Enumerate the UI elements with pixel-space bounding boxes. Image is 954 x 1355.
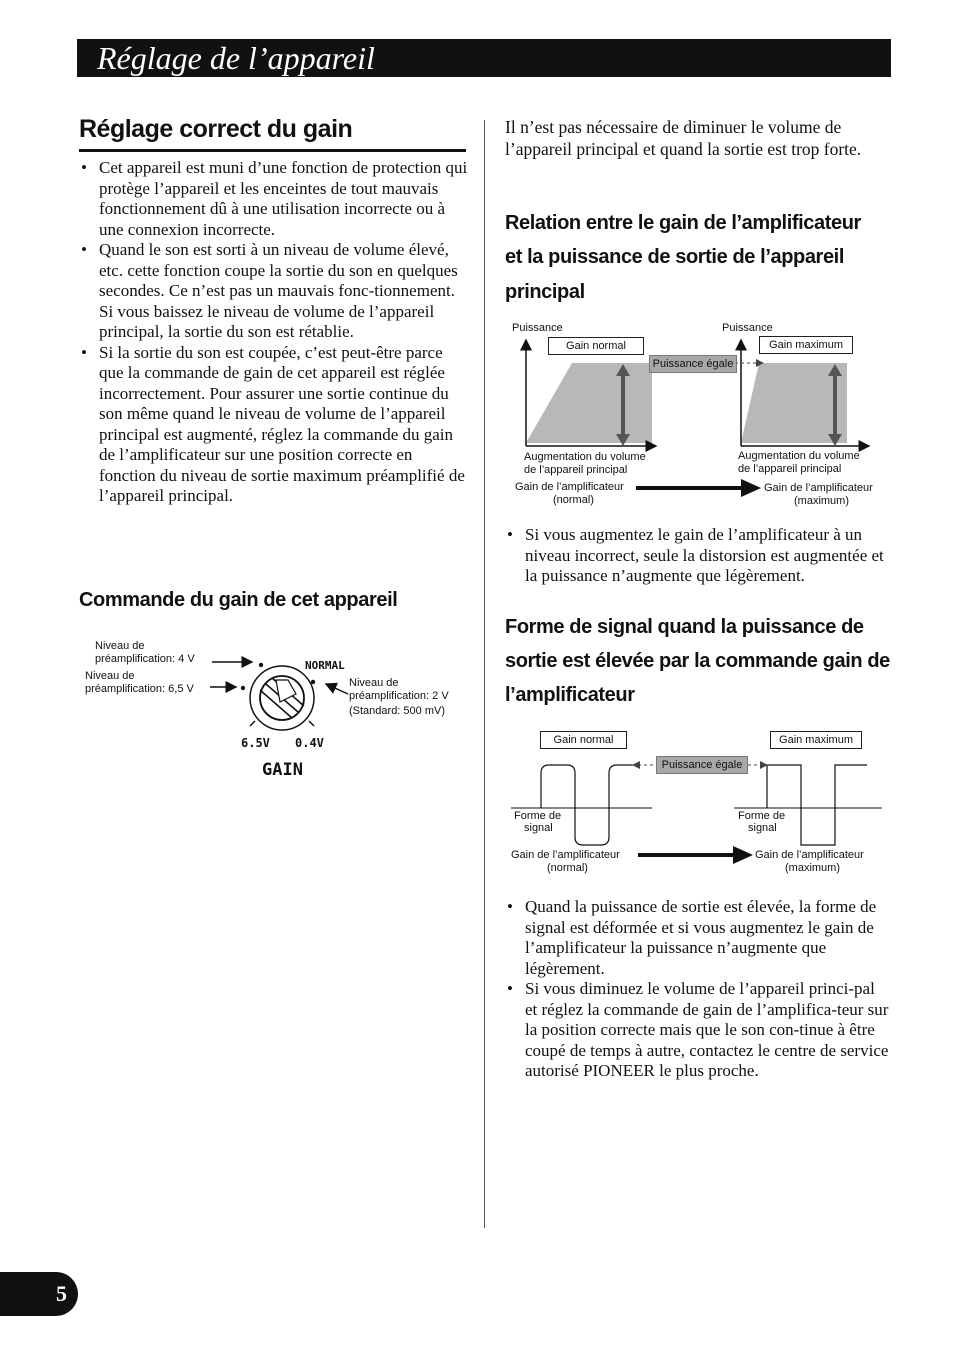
puissance-egale-badge-2: Puissance égale: [656, 756, 748, 774]
label-65v-line1: Niveau de: [85, 670, 135, 682]
intro-paragraph: Il n’est pas nécessaire de diminuer le volume de l’appareil principal et quand la sortie est trop forte.: [505, 117, 862, 159]
page-number: 5: [56, 1281, 67, 1306]
puissance-right: Puissance: [722, 322, 773, 334]
section-rule: [79, 149, 466, 152]
augmentation-right-line1: Augmentation du volume: [738, 450, 860, 462]
knob-normal-label: NORMAL: [305, 659, 345, 672]
signal-note-bullets: [505, 897, 890, 1082]
label-2v-line2: préamplification: 2 V: [349, 690, 449, 702]
label-65v-line2: préamplification: 6,5 V: [85, 683, 194, 695]
list-item: • Quand le son est sorti à un niveau de volume élevé, etc. cette fonction coupe la sortie du son en quelques secondes. Ce n’est pas un mauvais fonc-tionnement. Si vous baissez le niveau de volume de l’appareil principal, la sortie du son est rétablie.: [79, 240, 469, 343]
augmentation-left-line2: de l’appareil principal: [524, 464, 628, 476]
gain-amp-maximum-line2-2: (maximum): [785, 862, 840, 874]
gain-maximum-box: Gain maximum: [759, 336, 853, 354]
list-item: • Si la sortie du son est coupée, c’est peut-être parce que la commande de gain de cet appareil est réglée incorrectement. Pour assurer une sortie continue du son même quand le niveau de volume de l’appareil principal est augmenté, réglez la commande du gain de l’amplificateur sur une position correcte en fonction du niveau de sortie maximum préamplifié de l’appareil principal.: [79, 343, 469, 507]
gain-control-heading: Commande du gain de cet appareil: [79, 589, 398, 611]
signal-heading-line3: l’amplificateur: [505, 684, 635, 706]
list-item: • Cet appareil est muni d’une fonction de protection qui protège l’appareil et les enceintes de tout mauvais fonctionnement dû à une utilisation incorrecte ou à une connexion incorrecte.: [79, 158, 469, 240]
relation-heading-line2: et la puissance de sortie de l’appareil: [505, 246, 844, 268]
label-2v-line3: (Standard: 500 mV): [349, 705, 445, 717]
signal-heading-line1: Forme de signal quand la puissance de: [505, 616, 864, 638]
puissance-egale-badge: Puissance égale: [649, 355, 737, 373]
label-4v-line2: préamplification: 4 V: [95, 653, 195, 665]
gain-amp-normal-line2: (normal): [553, 494, 594, 506]
protection-bullets: [79, 158, 469, 507]
forme-left-line1: Forme de: [514, 810, 562, 822]
gain-maximum-box-2: Gain maximum: [770, 731, 862, 749]
gain-normal-box-2: Gain normal: [540, 731, 627, 749]
label-2v-line1: Niveau de: [349, 677, 399, 689]
knob-65v-label: 6.5V: [241, 736, 270, 750]
list-item: • Si vous augmentez le gain de l’amplificateur à un niveau incorrect, seule la distorsion est augmentée et la puissance n’augmente que légèrement.: [505, 525, 890, 587]
relation-heading-line1: Relation entre le gain de l’amplificateur: [505, 212, 861, 234]
gain-amp-maximum-line1: Gain de l’amplificateur: [764, 482, 873, 494]
knob-gain-label: GAIN: [262, 760, 303, 780]
page-number-tab: [0, 1272, 78, 1316]
augmentation-right-line2: de l’appareil principal: [738, 463, 842, 475]
gain-amp-normal-line1-2: Gain de l’amplificateur: [511, 849, 620, 861]
list-item: • Si vous diminuez le volume de l’appareil princi-pal et réglez la commande de gain de l’amplifica-teur sur la position correcte mais que le son con-tinue à être coupé de temps à autre, contactez le centre de service autorisé PIONEER le plus proche.: [505, 979, 890, 1082]
gain-amp-maximum-line1-2: Gain de l’amplificateur: [755, 849, 864, 861]
gain-normal-box: Gain normal: [548, 337, 644, 355]
label-4v-line1: Niveau de: [95, 640, 145, 652]
forme-right-line2: signal: [748, 822, 777, 834]
gain-note-bullets: [505, 525, 890, 587]
gain-amp-maximum-line2: (maximum): [794, 495, 849, 507]
header-bar: [77, 39, 891, 77]
list-item: • Quand la puissance de sortie est élevée, la forme de signal est déformée et si vous augmentez le gain de l’amplificateur la puissance n’augmente que légèrement.: [505, 897, 890, 979]
forme-left-line2: signal: [524, 822, 553, 834]
gain-amp-normal-line2-2: (normal): [547, 862, 588, 874]
puissance-left: Puissance: [512, 322, 563, 334]
augmentation-left-line1: Augmentation du volume: [524, 451, 646, 463]
page-title: Réglage de l’appareil: [97, 40, 375, 76]
knob-04v-label: 0.4V: [295, 736, 324, 750]
relation-heading-line3: principal: [505, 281, 585, 303]
section-title: Réglage correct du gain: [79, 115, 353, 143]
signal-heading-line2: sortie est élevée par la commande gain de: [505, 650, 890, 672]
gain-amp-normal-line1: Gain de l’amplificateur: [515, 481, 624, 493]
column-divider: [484, 120, 485, 1228]
forme-right-line1: Forme de: [738, 810, 786, 822]
